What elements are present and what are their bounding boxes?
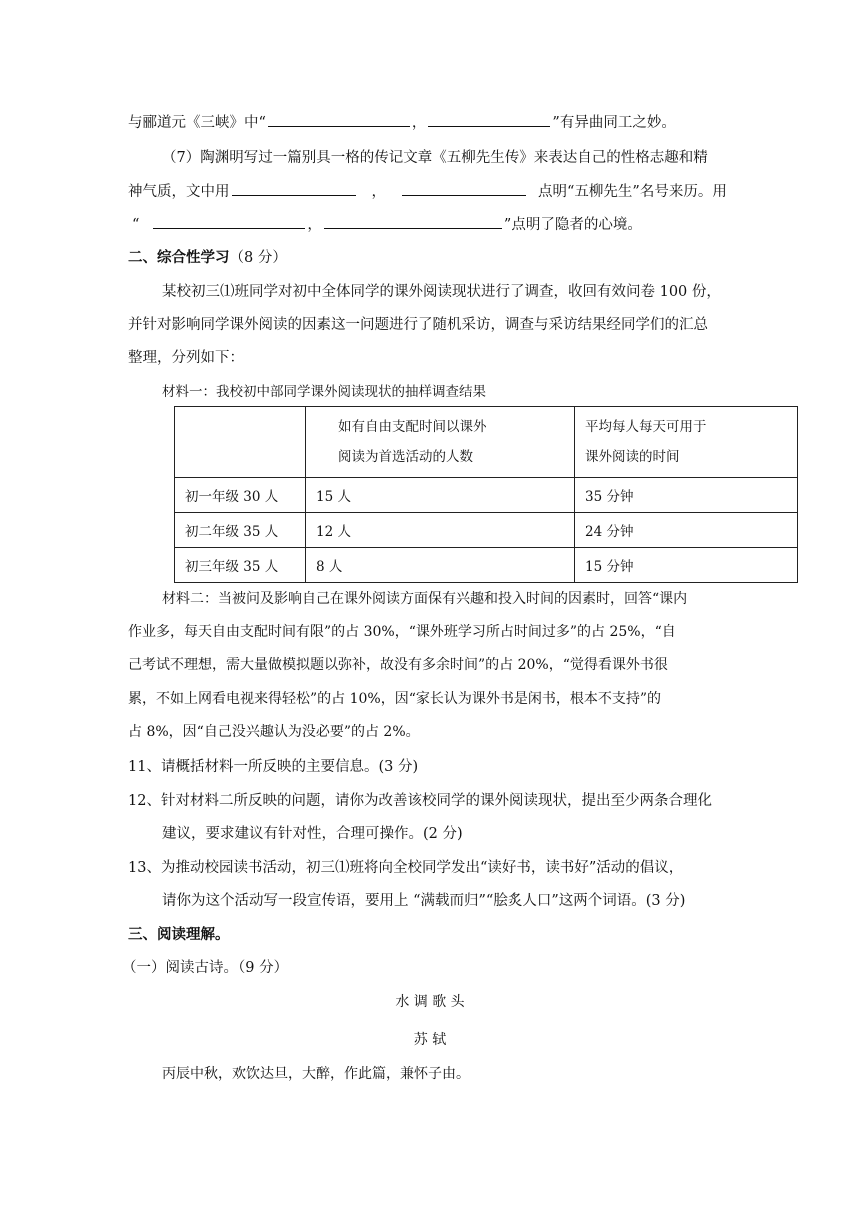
- count-cell: 12 人: [306, 513, 575, 548]
- question-12-line-2: 建议，要求建议有针对性，合理可操作。(2 分): [162, 826, 463, 842]
- time-cell: 35 分钟: [575, 478, 798, 513]
- poem-fill-line-1: [128, 112, 676, 133]
- header-text: 课外阅读的时间: [585, 449, 680, 465]
- poem-preface: 丙辰中秋，欢饮达旦，大醉，作此篇，兼怀子由。: [162, 1066, 470, 1082]
- grade-cell: 初二年级 35 人: [175, 513, 306, 548]
- section-title: 二、综合性学习: [128, 249, 230, 266]
- separator: ，: [371, 184, 386, 200]
- answer-blank[interactable]: [232, 181, 356, 196]
- poem-fill-text: ”有异曲同工之妙。: [552, 115, 676, 131]
- table-row: [175, 478, 798, 513]
- q7-text: ”点明了隐者的心境。: [503, 217, 642, 233]
- table-header-empty: [175, 407, 306, 478]
- question-13-line-2: 请你为这个活动写一段宣传语，要用上 “满载而归”“脍炙人口”这两个词语。(3 分): [162, 893, 686, 909]
- material-2-line-2: 作业多，每天自由支配时间有限”的占 30%，“课外班学习所占时间过多”的占 25%，“自: [128, 624, 676, 640]
- section-2-heading: [128, 248, 287, 268]
- grade-cell: 初三年级 35 人: [175, 548, 306, 583]
- count-cell: 8 人: [306, 548, 575, 583]
- separator: ，: [307, 217, 322, 233]
- question-12-line-1: 12、针对材料二所反映的问题，请你为改善该校同学的课外阅读现状，提出至少两条合理化: [128, 793, 712, 809]
- grade-cell: 初一年级 30 人: [175, 478, 306, 513]
- answer-blank[interactable]: [402, 181, 526, 196]
- q7-line-2: [128, 181, 727, 202]
- answer-blank[interactable]: [153, 214, 305, 229]
- q7-line-1: （7）陶渊明写过一篇别具一格的传记文章《五柳先生传》来表达自己的性格志趣和精: [162, 150, 708, 166]
- header-text: 阅读为首选活动的人数: [338, 449, 473, 465]
- survey-table: [174, 406, 798, 583]
- intro-line-3: 整理，分列如下：: [128, 350, 244, 366]
- table-row: [175, 513, 798, 548]
- intro-line-1: 某校初三⑴班同学对初中全体同学的课外阅读现状进行了调查，收回有效问卷 100 份，: [162, 284, 721, 300]
- table-header-cell: [575, 407, 798, 478]
- answer-blank[interactable]: [324, 214, 502, 229]
- poem-fill-text: 与郦道元《三峡》中“: [128, 115, 266, 131]
- question-11: 11、请概括材料一所反映的主要信息。(3 分): [128, 759, 419, 775]
- material-2-line-3: 己考试不理想，需大量做模拟题以弥补，故没有多余时间”的占 20%，“觉得看课外书很: [128, 657, 668, 673]
- section-score: （8 分）: [229, 250, 287, 266]
- poem-title: 水 调 歌 头: [395, 994, 465, 1010]
- separator: ，: [411, 115, 427, 131]
- header-text: 平均每人每天可用于: [585, 419, 707, 435]
- header-text: 如有自由支配时间以课外: [338, 419, 487, 435]
- table-header-cell: [306, 407, 575, 478]
- time-cell: 24 分钟: [575, 513, 798, 548]
- material-2-line-5: 占 8%，因“自己没兴趣认为没必要”的占 2%。: [128, 724, 420, 740]
- table-row: [175, 548, 798, 583]
- count-cell: 15 人: [306, 478, 575, 513]
- answer-blank[interactable]: [428, 112, 550, 127]
- q7-text: 点明“五柳先生”名号来历。用: [538, 184, 727, 200]
- intro-line-2: 并针对影响同学课外阅读的因素这一问题进行了随机采访，调查与采访结果经同学们的汇总: [128, 317, 708, 333]
- time-cell: 15 分钟: [575, 548, 798, 583]
- poem-author: 苏 轼: [413, 1032, 447, 1048]
- section-3-sub-1: （一）阅读古诗。（9 分）: [122, 960, 289, 976]
- section-3-title: 三、阅读理解。: [128, 926, 230, 943]
- q7-text: 神气质，文中用: [128, 184, 230, 200]
- material-2-line-4: 累，不如上网看电视来得轻松”的占 10%，因“家长认为课外书是闲书，根本不支持”的: [128, 691, 662, 707]
- answer-blank[interactable]: [268, 112, 410, 127]
- q7-text: “: [132, 217, 140, 233]
- table-header-row: [175, 407, 798, 478]
- q7-line-3: [132, 214, 642, 235]
- question-13-line-1: 13、为推动校园读书活动，初三⑴班将向全校同学发出“读好书，读书好”活动的倡议，: [128, 860, 684, 876]
- material-2-line-1: 材料二：当被问及影响自己在课外阅读方面保有兴趣和投入时间的因素时，回答“课内: [162, 591, 688, 607]
- material-1-title: 材料一：我校初中部同学课外阅读现状的抽样调查结果: [162, 384, 486, 400]
